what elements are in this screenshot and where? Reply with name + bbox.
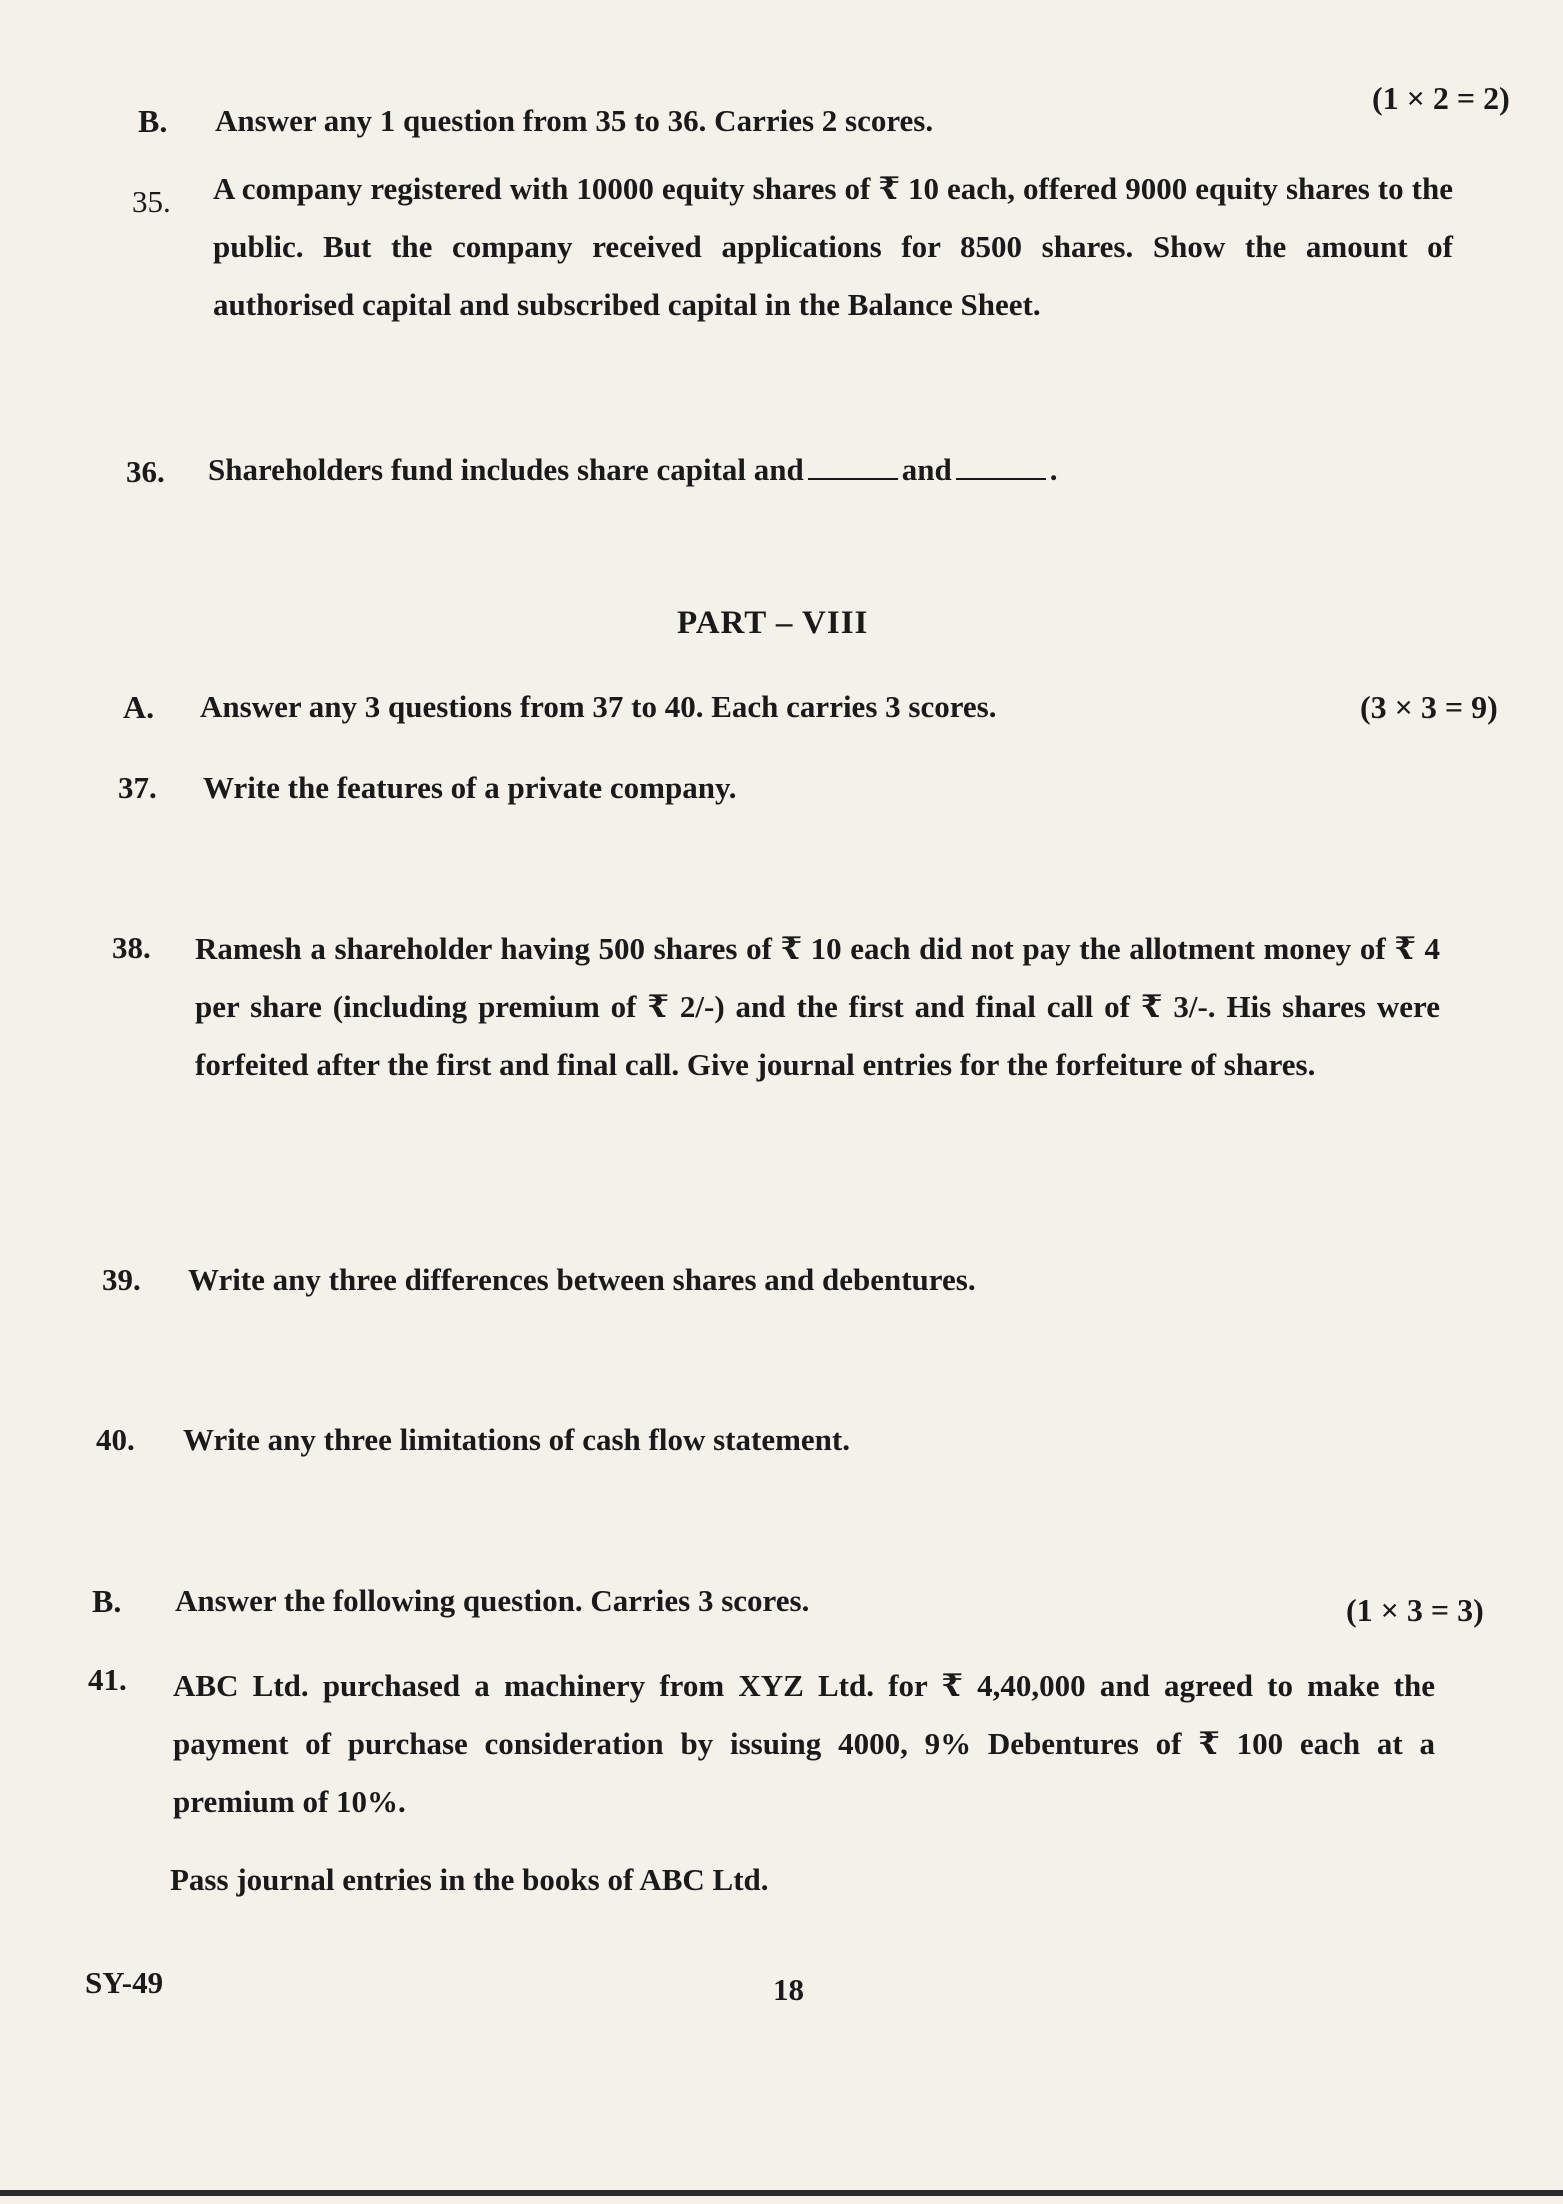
section-a-instruction: Answer any 3 questions from 37 to 40. Each carries 3 scores. xyxy=(200,689,997,724)
q41-text2: Pass journal entries in the books of ABC Ltd. xyxy=(170,1862,769,1897)
q36-text-b: and xyxy=(901,452,952,487)
q38-text: Ramesh a shareholder having 500 shares of ₹ 10 each did not pay the allotment money of ₹ 4 per share (including premium of ₹ 2/-) and the first and final call of ₹ 3/-. His shares were forfeited after the first and final call. Give journal entries for the forfeiture of shares. xyxy=(195,931,1440,1082)
footer-code: SY-49 xyxy=(85,1965,164,2000)
q40-number: 40. xyxy=(96,1422,135,1457)
q40-text: Write any three limitations of cash flow statement. xyxy=(183,1422,850,1457)
q35-number: 35. xyxy=(132,184,171,219)
q38-number: 38. xyxy=(112,930,151,965)
section-a-letter: A. xyxy=(123,689,155,725)
part-title: PART – VIII xyxy=(677,605,869,641)
section-b1-instruction: Answer any 1 question from 35 to 36. Carries 2 scores. xyxy=(215,103,934,138)
q36-blank-2 xyxy=(956,456,1046,480)
section-b2-letter: B. xyxy=(92,1583,122,1619)
q36-number: 36. xyxy=(126,454,165,489)
q36-text-a: Shareholders fund includes share capital and xyxy=(208,452,804,487)
q37-number: 37. xyxy=(118,770,157,805)
section-b1-marks: (1 × 2 = 2) xyxy=(1372,80,1510,116)
q36-text-end: . xyxy=(1049,452,1058,487)
page-number: 18 xyxy=(773,1972,804,2007)
q41-number: 41. xyxy=(88,1662,127,1697)
q41-text: ABC Ltd. purchased a machinery from XYZ Ltd. for ₹ 4,40,000 and agreed to make the payment of purchase consideration by issuing 4000, 9% Debentures of ₹ 100 each at a premium of 10%. xyxy=(173,1668,1435,1819)
section-b2-marks: (1 × 3 = 3) xyxy=(1346,1592,1484,1628)
q36-text xyxy=(208,452,1057,488)
q39-number: 39. xyxy=(102,1262,141,1297)
q37-text: Write the features of a private company. xyxy=(203,770,737,805)
section-b1-letter: B. xyxy=(138,103,168,139)
bottom-rule xyxy=(0,2190,1563,2196)
section-a-marks: (3 × 3 = 9) xyxy=(1360,689,1498,725)
q39-text: Write any three differences between shares and debentures. xyxy=(188,1262,976,1297)
q35-text: A company registered with 10000 equity shares of ₹ 10 each, offered 9000 equity shares to the public. But the company received applications for 8500 shares. Show the amount of authorised capital and subscribed capital in the Balance Sheet. xyxy=(213,171,1453,322)
section-b2-instruction: Answer the following question. Carries 3 scores. xyxy=(175,1583,810,1618)
q36-blank-1 xyxy=(808,456,898,480)
